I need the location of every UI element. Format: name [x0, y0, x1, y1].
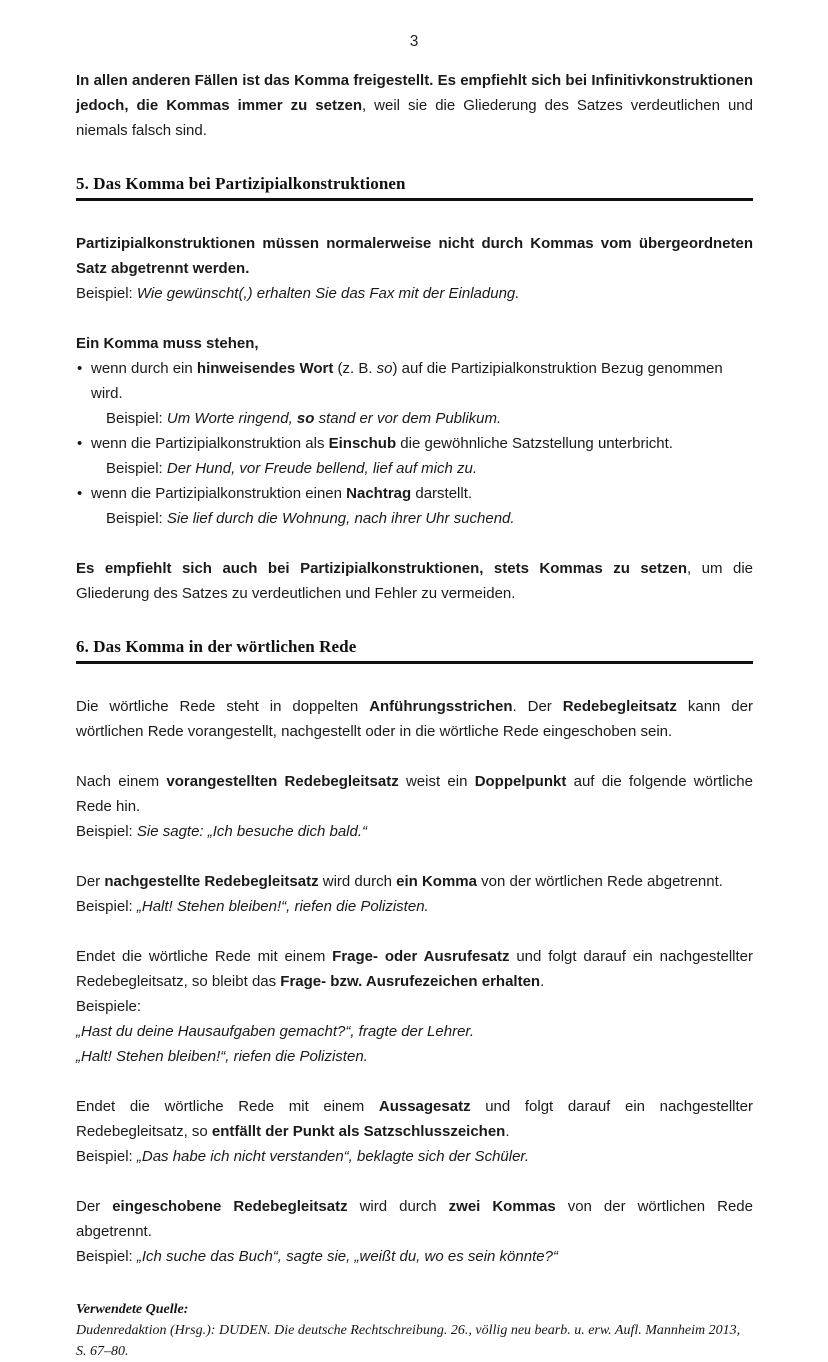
section-5-rule-text: [76, 231, 753, 281]
p1-run-a: Die wörtliche Rede steht in doppelten: [76, 698, 370, 715]
section-5-closing-bold: Es empfiehlt sich auch bei Partizipialkonstruktionen, stets Kommas zu setzen: [76, 560, 688, 577]
section-6-example-3: [76, 894, 753, 919]
example-label: Beispiel:: [76, 285, 137, 302]
p6-run-e: von der wörtlichen Rede abgetrennt.: [76, 1198, 753, 1240]
example-text: „Halt! Stehen bleiben!“, riefen die Polizisten.: [136, 898, 429, 915]
bullet-italic: so: [376, 360, 393, 377]
example-label: Beispiel:: [106, 410, 167, 427]
source-block: [76, 1299, 753, 1362]
p5-run-a: Endet die wörtliche Rede mit einem: [76, 1098, 379, 1115]
spacer: [76, 1069, 753, 1094]
section-6-examples-label: Beispiele:: [76, 998, 142, 1015]
page-number: 3: [409, 33, 419, 50]
spacer: [76, 606, 753, 636]
example-text-pre: Der Hund, vor Freude bellend, lief auf mich zu.: [166, 460, 478, 477]
example-text-pre: Um Worte ringend,: [166, 410, 297, 427]
example-text: „Hast du deine Hausaufgaben gemacht?“, fragte der Lehrer.: [76, 1023, 475, 1040]
bullet-post: ) auf die Partizipialkonstruktion Bezug genommen wird.: [91, 360, 723, 402]
p6-run-c: wird durch: [347, 1198, 449, 1215]
p4-run-b: Frage- oder Ausrufesatz: [332, 948, 510, 965]
bullet-pre: wenn die Partizipialkonstruktion als: [91, 435, 329, 452]
p2-run-d: Doppelpunkt: [474, 773, 567, 790]
spacer: [76, 531, 753, 556]
page-content: [76, 68, 753, 1362]
section-6-paragraph-5: [76, 1094, 753, 1144]
p2-run-a: Nach einem: [76, 773, 167, 790]
list-item: [76, 481, 753, 531]
example-text: „Halt! Stehen bleiben!“, riefen die Polizisten.: [76, 1048, 368, 1065]
bullet-icon: •: [77, 435, 83, 452]
section-6-paragraph-4: [76, 944, 753, 994]
bullet-mid: (z. B.: [333, 360, 377, 377]
p3-run-d: ein Komma: [396, 873, 477, 890]
list-item: [76, 431, 753, 481]
bullet-post: die gewöhnliche Satzstellung unterbricht.: [396, 435, 673, 452]
example-text-post: stand er vor dem Publikum.: [314, 410, 502, 427]
section-6-example-5: [76, 1144, 753, 1169]
bullet-example: [91, 456, 753, 481]
spacer: [76, 306, 753, 331]
bullet-bold: Einschub: [328, 435, 397, 452]
spacer: [76, 664, 753, 694]
list-item: [76, 356, 753, 431]
example-text: „Ich suche das Buch“, sagte sie, „weißt du, wo es sein könnte?“: [136, 1248, 558, 1265]
p5-run-c: und folgt darauf ein nachgestellter Redebegleitsatz, so: [76, 1098, 754, 1140]
spacer: [76, 844, 753, 869]
example-label: Beispiel:: [76, 898, 137, 915]
p5-run-b: Aussagesatz: [378, 1098, 471, 1115]
bullet-icon: •: [77, 360, 83, 377]
spacer: [76, 919, 753, 944]
bullet-example: [91, 506, 753, 531]
section-6-paragraph-3: [76, 869, 753, 894]
example-label: Beispiel:: [106, 510, 167, 527]
section-5-closing-rest: , um die Gliederung des Satzes zu verdeutlichen und Fehler zu vermeiden.: [76, 560, 753, 602]
example-label: Beispiel:: [76, 1148, 137, 1165]
p4-run-a: Endet die wörtliche Rede mit einem: [76, 948, 333, 965]
intro-bold-run: In allen anderen Fällen ist das Komma freigestellt. Es empfiehlt sich bei Infinitivkonstruktionen jedoch, die Kommas immer zu setzen: [76, 72, 753, 114]
section-6-example-4a: [76, 1019, 753, 1044]
spacer: [76, 143, 753, 173]
section-5-rule-bold: Partizipialkonstruktionen müssen normalerweise nicht durch Kommas vom übergeordneten Satz abgetrennt werden.: [76, 235, 753, 277]
p4-run-c: und folgt darauf ein nachgestellter Redebegleitsatz, so bleibt das: [76, 948, 753, 990]
p1-run-c: . Der: [512, 698, 563, 715]
p1-run-b: Anführungsstrichen: [369, 698, 513, 715]
section-6-example-2: [76, 819, 753, 844]
section-5-closing: [76, 556, 753, 606]
example-text-pre: Sie lief durch die Wohnung, nach ihrer Uhr suchend.: [166, 510, 515, 527]
example-label: Beispiel:: [76, 1248, 137, 1265]
bullet-pre: wenn die Partizipialkonstruktion einen: [91, 485, 347, 502]
source-citation: Dudenredaktion (Hrsg.): DUDEN. Die deutsche Rechtschreibung. 26., völlig neu bearb. u. erw. Aufl. Mannheim 2013, S. 67–80.: [76, 1323, 741, 1359]
spacer: [76, 1269, 753, 1299]
spacer: [76, 744, 753, 769]
p2-run-b: vorangestellten Redebegleitsatz: [166, 773, 399, 790]
p2-run-c: weist ein: [398, 773, 475, 790]
example-label: Beispiel:: [106, 460, 167, 477]
source-title: Verwendete Quelle:: [76, 1302, 189, 1317]
p6-run-d: zwei Kommas: [448, 1198, 556, 1215]
bullet-pre: wenn durch ein: [91, 360, 197, 377]
example-label: Beispiel:: [76, 823, 137, 840]
p5-run-e: .: [505, 1123, 510, 1140]
example-text: „Das habe ich nicht verstanden“, beklagte sich der Schüler.: [136, 1148, 530, 1165]
p6-run-b: eingeschobene Redebegleitsatz: [112, 1198, 348, 1215]
p3-run-a: Der: [76, 873, 105, 890]
p3-run-c: wird durch: [318, 873, 397, 890]
section-6-example-6: [76, 1244, 753, 1269]
p2-run-e: auf die folgende wörtliche Rede hin.: [76, 773, 753, 815]
spacer: [76, 201, 753, 231]
spacer: [76, 1169, 753, 1194]
list-intro-bold: Ein Komma muss stehen,: [76, 335, 259, 352]
section-6-paragraph-1: [76, 694, 753, 744]
example-text: Sie sagte: „Ich besuche dich bald.“: [136, 823, 368, 840]
bullet-icon: •: [77, 485, 83, 502]
section-5-example: [76, 281, 753, 306]
example-text: Wie gewünscht(,) erhalten Sie das Fax mit der Einladung.: [136, 285, 520, 302]
section-6-example-4b: [76, 1044, 753, 1069]
section-6-paragraph-6: [76, 1194, 753, 1244]
bullet-bold: Nachtrag: [346, 485, 412, 502]
p4-run-d: Frage- bzw. Ausrufezeichen erhalten: [280, 973, 541, 990]
komma-rules-list: [76, 356, 753, 531]
section-6-heading: 6. Das Komma in der wörtlichen Rede: [76, 637, 357, 656]
bullet-example: [91, 406, 753, 431]
p5-run-d: entfällt der Punkt als Satzschlusszeichen: [211, 1123, 506, 1140]
bullet-post: darstellt.: [411, 485, 473, 502]
list-intro: [76, 331, 753, 356]
intro-paragraph: [76, 68, 753, 143]
p1-run-e: kann der wörtlichen Rede vorangestellt, nachgestellt oder in die wörtliche Rede eingeschoben sein.: [76, 698, 753, 740]
example-text-bold: so: [296, 410, 315, 427]
section-5-heading: 5. Das Komma bei Partizipialkonstruktionen: [76, 174, 406, 193]
p3-run-e: von der wörtlichen Rede abgetrennt.: [476, 873, 723, 890]
p1-run-d: Redebegleitsatz: [562, 698, 677, 715]
p4-run-e: .: [540, 973, 545, 990]
bullet-bold: hinweisendes Wort: [196, 360, 334, 377]
intro-normal-run: , weil sie die Gliederung des Satzes verdeutlichen und niemals falsch sind.: [76, 97, 753, 139]
p3-run-b: nachgestellte Redebegleitsatz: [104, 873, 319, 890]
section-6-paragraph-2: [76, 769, 753, 819]
p6-run-a: Der: [76, 1198, 113, 1215]
